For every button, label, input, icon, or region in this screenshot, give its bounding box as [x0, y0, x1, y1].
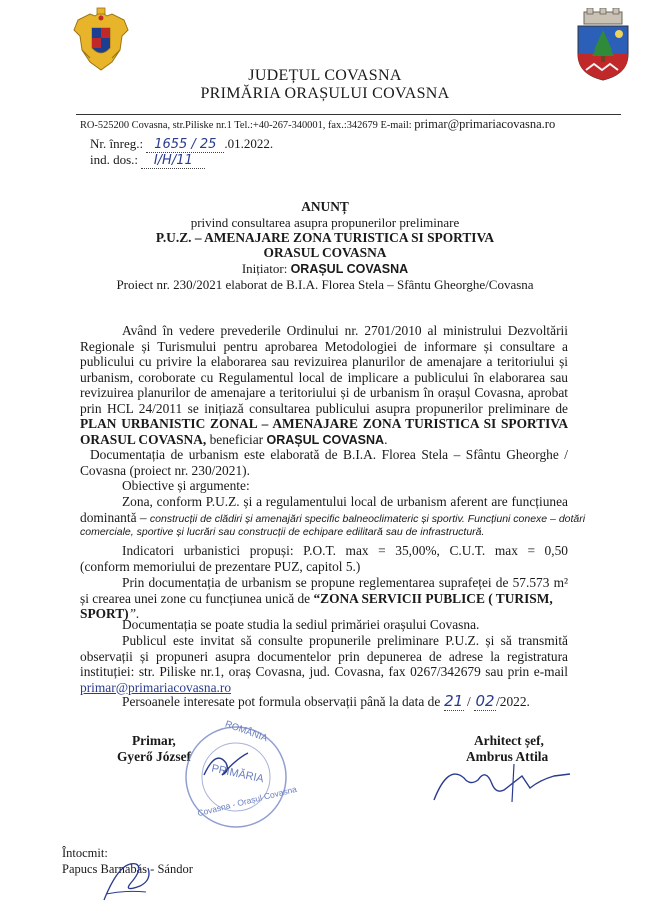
- announcement-puz-title: P.U.Z. – AMENAJARE ZONA TURISTICA SI SPORTIVA: [155, 230, 495, 245]
- architect-title: Arhitect șef,: [474, 733, 544, 748]
- initiator-label: Inițiator:: [241, 261, 291, 276]
- zone-dominant-text: construcții de clădiri și amenajări specific balneoclimateric și sportiv. Funcțiuni conexe – dotări: [149, 512, 586, 525]
- contact-line: [80, 117, 620, 132]
- indicators-line-2: (conform memoriului de prezentare PUZ, capitol 5.): [80, 558, 361, 574]
- ordinance-line-1: Având în vedere prevederile Ordinului nr. 2701/2010 al ministrului Dezvoltării: [122, 323, 568, 338]
- surface-line-1: Prin documentația de urbanism se propune reglementarea suprafeței de 57.573 m²: [122, 575, 568, 590]
- invitation-line-2: observații și propuneri asupra documentelor prin depunerea de adrese la registratura: [80, 648, 568, 664]
- project-reference: Proiect nr. 230/2021 elaborat de B.I.A. Florea Stela – Sfântu Gheorghe/Covasna: [116, 277, 534, 292]
- file-index-label: ind. dos.:: [90, 152, 139, 167]
- stamp-bottom-text: Covasna - Orașul Covasna: [196, 783, 298, 819]
- prepared-name: Papucs Barnabás - Sándor: [62, 862, 193, 876]
- paragraph-zone: [80, 494, 586, 539]
- deadline-text: Persoanele interesate pot formula observații până la data de: [122, 694, 444, 709]
- announcement-subject: privind consultarea asupra propunerilor preliminare: [190, 215, 460, 230]
- zone-line-1: Zona, conform P.U.Z. și a regulamentului local de urbanism aferent are funcțiunea: [122, 494, 568, 509]
- mayor-name: Gyerő József: [117, 749, 191, 764]
- contact-email: primar@primariacovasna.ro: [414, 117, 556, 131]
- stamp-top-text: ROMÂNIA: [223, 718, 269, 745]
- paragraph-indicators: [80, 543, 568, 574]
- period: .: [384, 431, 388, 447]
- registration-label: Nr. înreg.:: [90, 136, 144, 151]
- county-title: JUDEȚUL COVASNA: [248, 67, 402, 84]
- invitation-line-1: Publicul este invitat să consulte propunerile preliminare P.U.Z. și să transmită: [122, 633, 568, 648]
- announcement-town: ORASUL COVASNA: [263, 245, 387, 260]
- town-name: ORASUL COVASNA,: [80, 431, 207, 447]
- ordinance-line-3: publicului cu privire la elaborarea sau revizuirea planurilor de amenajare a teritoriului și: [80, 354, 568, 369]
- paragraph-documentation: [80, 447, 568, 478]
- registration-date-suffix: .01.2022.: [224, 136, 274, 151]
- romania-coat-of-arms-icon: [70, 6, 132, 76]
- ordinance-line-7: PLAN URBANISTIC ZONAL – AMENAJARE ZONA TURISTICA SI SPORTIVA: [80, 416, 568, 431]
- announcement-initiator: [0, 261, 650, 277]
- indicators-line-1: Indicatori urbanistici propuși: P.O.T. max = 35,00%, C.U.T. max = 0,50: [122, 543, 568, 558]
- paragraph-ordinance: [80, 323, 568, 448]
- townhall-title: PRIMĂRIA ORAȘULUI COVASNA: [200, 85, 450, 102]
- beneficiary-label: beneficiar: [206, 431, 267, 447]
- email-link[interactable]: primar@primariacovasna.ro: [80, 679, 232, 695]
- beneficiary-value: ORAȘUL COVASNA: [266, 432, 385, 447]
- architect-signature-icon: [430, 760, 580, 806]
- zone-line-3: comerciale, sportive și lucrări sau construcții de echipare edilitară sau de infrastructură.: [80, 525, 485, 538]
- quote-close: ”.: [128, 606, 140, 621]
- objectives-heading: Obiective și argumente:: [122, 478, 250, 493]
- ordinance-line-8: [80, 432, 568, 449]
- zone-name: “ZONA SERVICII PUBLICE ( TURISM,: [313, 590, 553, 606]
- header-divider: [76, 114, 621, 115]
- ordinance-line-2: Regionale și Turismului pentru aprobarea Metodologiei de informare și consultare a: [80, 338, 568, 354]
- paragraph-study: Documentația se poate studia la sediul primăriei orașului Covasna.: [122, 617, 480, 632]
- registration-number: [90, 136, 273, 153]
- surface-text: și crearea unei zone cu funcțiunea unică de: [80, 590, 314, 606]
- deadline-sep: /: [463, 694, 475, 709]
- prepared-signature-icon: [96, 850, 166, 910]
- architect-name: Ambrus Attila: [466, 749, 549, 764]
- contact-text: RO-525200 Covasna, str.Piliske nr.1 Tel.:+40-267-340001, fax.:342679 E-mail:: [80, 120, 415, 131]
- zone-dominant-label: dominantă –: [80, 509, 150, 525]
- deadline-month: 02: [475, 692, 495, 710]
- ordinance-line-4: urbanism, coroborate cu Regulamentul local de implicare a publicului în elaborarea sau: [80, 369, 568, 385]
- initiator-value: ORAȘUL COVASNA: [290, 262, 409, 276]
- zone-name-end: SPORT): [80, 606, 129, 621]
- ordinance-line-5: revizuirea planurilor de amenajare a teritoriului și de urbanism în orașul Covasna, aprobat: [80, 385, 568, 400]
- paragraph-invitation: [80, 633, 568, 695]
- invitation-line-3: instituției: str. Piliske nr.1, oraș Covasna, jud. Covasna, fax 0267/342679 sau prin e-mail: [80, 664, 568, 679]
- deadline-year: /2022.: [496, 694, 530, 709]
- documentation-line-1: Documentația de urbanism este elaborată de B.I.A. Florea Stela – Sfântu Gheorghe /: [90, 447, 568, 462]
- registration-handwritten: 1655 / 25: [146, 137, 224, 153]
- documentation-line-2: Covasna (proiect nr. 230/2021).: [80, 462, 250, 478]
- surface-line-2: [80, 591, 568, 607]
- deadline-day: 21: [444, 692, 464, 710]
- paragraph-surface: [80, 575, 568, 622]
- file-index-handwritten: I/H/11: [141, 153, 205, 169]
- mayor-title: Primar,: [132, 733, 176, 748]
- prepared-label: Întocmit:: [62, 846, 108, 860]
- mayor-signature-icon: [196, 745, 256, 785]
- ordinance-line-6: prin HCL 24/2011 se inițiază consultarea publicului asupra propunerilor preliminare de: [80, 400, 568, 416]
- zone-line-2: [80, 509, 586, 526]
- announcement-heading: ANUNȚ: [301, 199, 349, 214]
- paragraph-deadline: [122, 694, 530, 711]
- file-index: [90, 152, 205, 169]
- stamp-middle-text: PRIMĂRIA: [210, 762, 265, 786]
